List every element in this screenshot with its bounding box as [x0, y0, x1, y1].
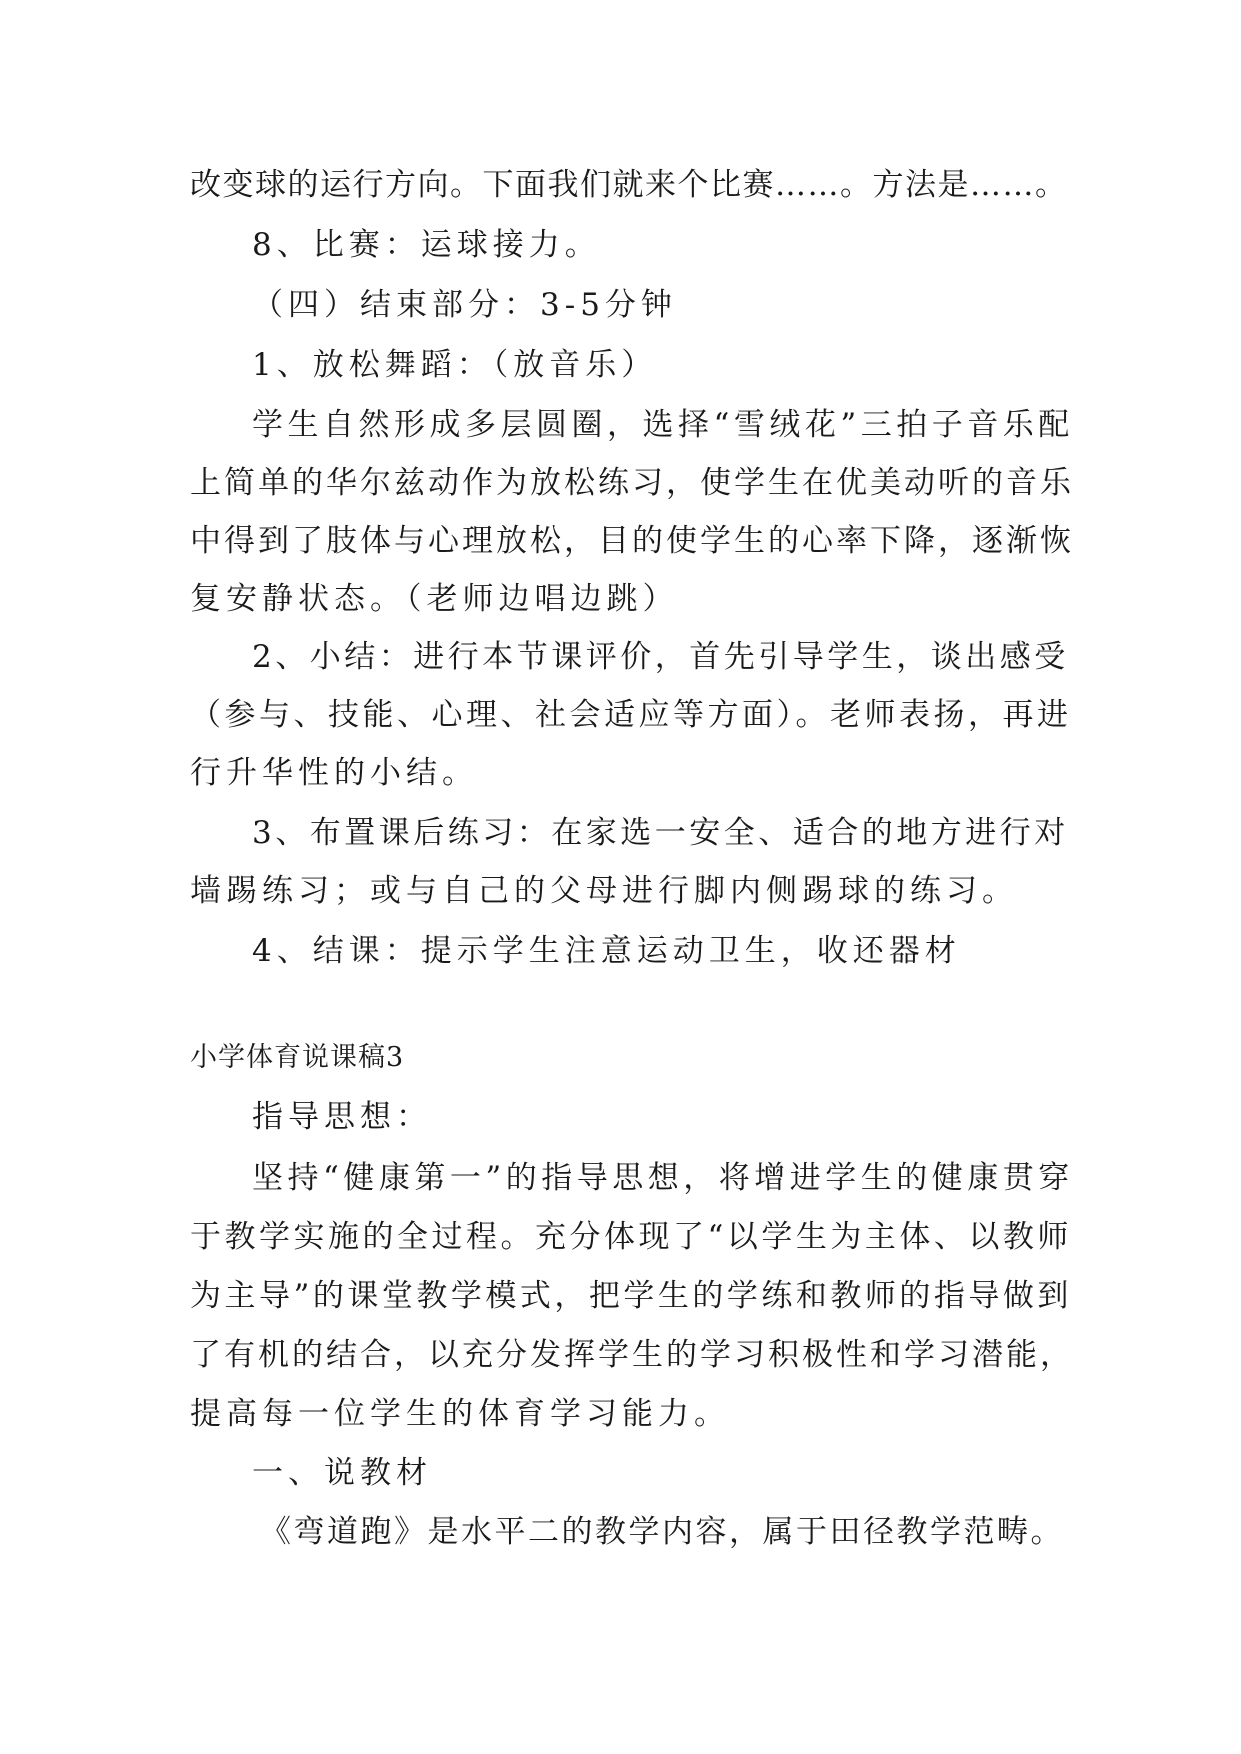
paragraph-line: 2、小结：进行本节课评价，首先引导学生，谈出感受 — [252, 639, 1069, 675]
paragraph-line: （参与、技能、心理、社会适应等方面）。老师表扬，再进 — [190, 697, 1072, 733]
paragraph-line: 《弯道跑》是水平二的教学内容，属于田径教学范畴。 — [260, 1514, 1064, 1550]
paragraph-line: 为主导”的课堂教学模式，把学生的学练和教师的指导做到 — [190, 1278, 1072, 1314]
section-heading: 一、说教材 — [252, 1455, 432, 1491]
paragraph-line: 中得到了肢体与心理放松，目的使学生的心率下降，逐渐恢 — [190, 523, 1074, 559]
paragraph-line: 1、放松舞蹈：（放音乐） — [252, 347, 658, 383]
paragraph-line: 上简单的华尔兹动作为放松练习，使学生在优美动听的音乐 — [190, 465, 1074, 501]
section-heading: （四）结束部分：3-5分钟 — [252, 287, 677, 323]
paragraph-line: 行升华性的小结。 — [190, 755, 478, 791]
paragraph-line: 坚持“健康第一”的指导思想，将增进学生的健康贯穿 — [252, 1160, 1074, 1196]
paragraph-line: 墙踢练习；或与自己的父母进行脚内侧踢球的练习。 — [190, 873, 1018, 909]
paragraph-line: 提高每一位学生的体育学习能力。 — [190, 1396, 730, 1432]
paragraph-line: 指导思想： — [252, 1099, 432, 1135]
paragraph-line: 于教学实施的全过程。充分体现了“以学生为主体、以教师 — [190, 1219, 1072, 1255]
paragraph-line: 了有机的结合，以充分发挥学生的学习积极性和学习潜能， — [190, 1337, 1074, 1373]
document-title: 小学体育说课稿3 — [190, 1042, 405, 1073]
paragraph-line: 4、结课：提示学生注意运动卫生，收还器材 — [252, 933, 961, 969]
paragraph-line: 改变球的运行方向。下面我们就来个比赛……。方法是……。 — [190, 167, 1068, 203]
paragraph-line: 3、布置课后练习：在家选一安全、适合的地方进行对 — [252, 815, 1069, 851]
paragraph-line: 学生自然形成多层圆圈，选择“雪绒花”三拍子音乐配 — [252, 407, 1074, 443]
paragraph-line: 8、比赛：运球接力。 — [252, 227, 601, 263]
paragraph-line: 复安静状态。（老师边唱边跳） — [190, 581, 679, 617]
